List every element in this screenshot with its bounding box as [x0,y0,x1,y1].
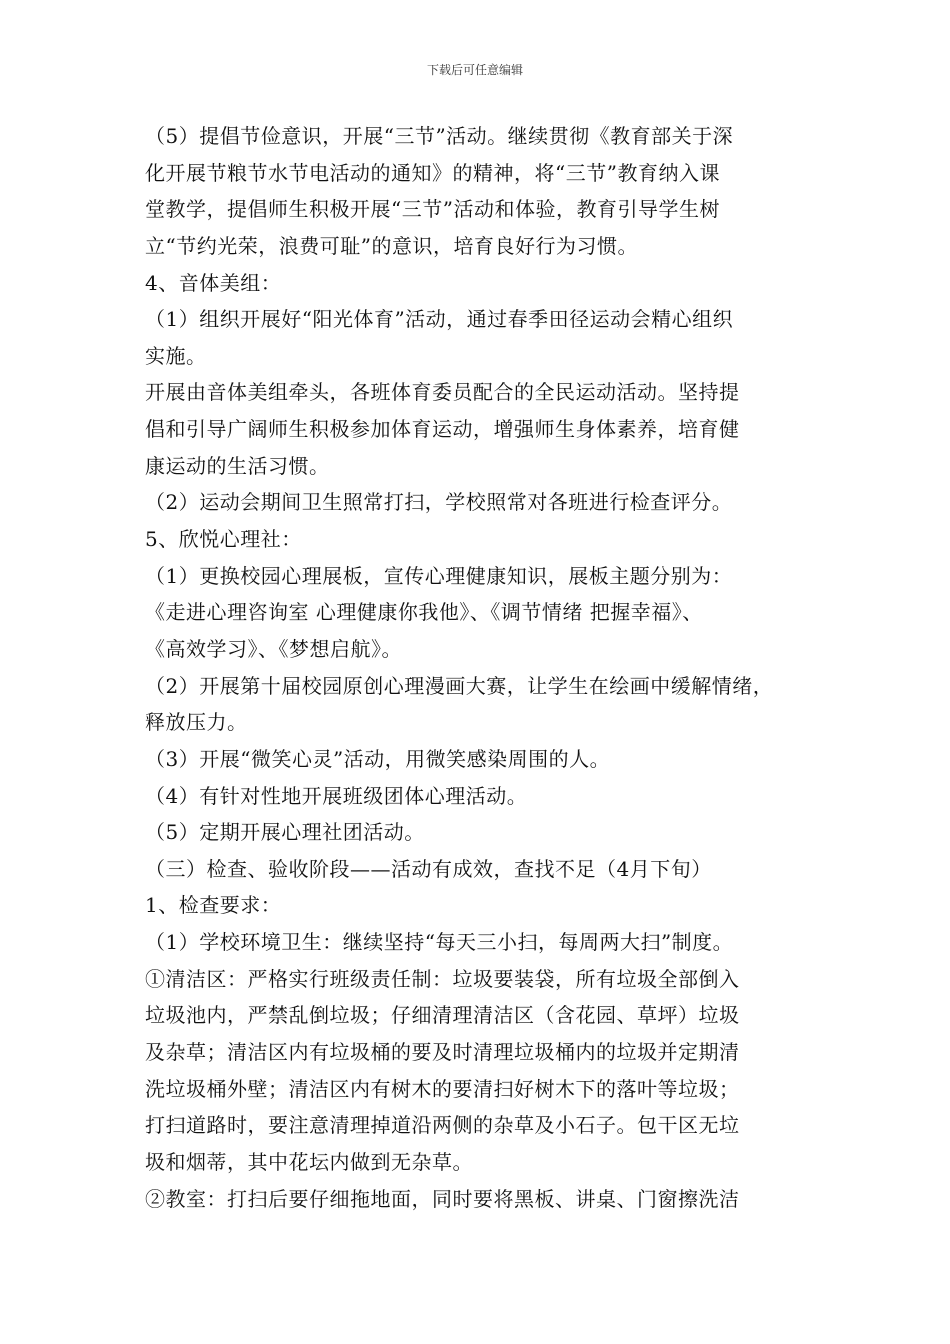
text-line: 垃圾池内，严禁乱倒垃圾；仔细清理清洁区（含花园、草坪）垃圾 [145,1003,740,1028]
section-heading: （三）检查、验收阶段——活动有成效，查找不足（4月下旬） [145,856,712,881]
text-line: ①清洁区：严格实行班级责任制：垃圾要装袋，所有垃圾全部倒入 [145,966,740,991]
text-line: 圾和烟蒂，其中花坛内做到无杂草。 [145,1149,473,1174]
text-line: ②教室：打扫后要仔细拖地面，同时要将黑板、讲桌、门窗擦洗洁 [145,1186,740,1211]
text-line: 化开展节粮节水节电活动的通知》的精神，将“三节”教育纳入课 [145,160,720,185]
section-heading: 1、检查要求： [145,893,282,918]
text-line: （1）更换校园心理展板，宣传心理健康知识，展板主题分别为： [145,563,733,588]
text-line: （3）开展“微笑心灵”活动，用微笑感染周围的人。 [145,746,611,771]
text-line: （1）学校环境卫生：继续坚持“每天三小扫，每周两大扫”制度。 [145,930,734,955]
section-heading: 5、欣悦心理社： [145,527,302,552]
text-line: 实施。 [145,343,207,368]
text-line: 倡和引导广阔师生积极参加体育运动，增强师生身体素养，培育健 [145,417,740,442]
page-header-note: 下载后可任意编辑 [426,63,523,77]
text-line: （1）组织开展好“阳光体育”活动，通过春季田径运动会精心组织 [145,307,734,332]
text-line: （4）有针对性地开展班级团体心理活动。 [145,783,528,808]
text-line: （2）开展第十届校园原创心理漫画大赛，让学生在绘画中缓解情绪， [145,673,774,698]
text-line: 及杂草；清洁区内有垃圾桶的要及时清理垃圾桶内的垃圾并定期清 [145,1040,740,1065]
text-line: 打扫道路时，要注意清理掉道沿两侧的杂草及小石子。包干区无垃 [145,1113,740,1138]
text-line: （5）提倡节俭意识，开展“三节”活动。继续贯彻《教育部关于深 [145,124,734,148]
text-line: 康运动的生活习惯。 [145,453,330,478]
text-line: 立“节约光荣，浪费可耻”的意识，培育良好行为习惯。 [145,233,638,258]
text-line: 开展由音体美组牵头，各班体育委员配合的全民运动活动。坚持提 [145,380,740,405]
document-body [145,118,813,1217]
text-line: 《走进心理咨询室 心理健康你我他》、《调节情绪 把握幸福》、 [145,600,703,625]
text-line: 洗垃圾桶外壁；清洁区内有树木的要清扫好树木下的落叶等垃圾； [145,1076,740,1101]
text-line: 堂教学，提倡师生积极开展“三节”活动和体验，教育引导学生树 [145,197,720,222]
section-heading: 4、音体美组： [145,270,282,295]
text-line: 释放压力。 [145,710,248,735]
text-line: （2）运动会期间卫生照常打扫，学校照常对各班进行检查评分。 [145,490,733,515]
text-line: 《高效学习》、《梦想启航》。 [145,636,402,661]
text-line: （5）定期开展心理社团活动。 [145,820,425,845]
